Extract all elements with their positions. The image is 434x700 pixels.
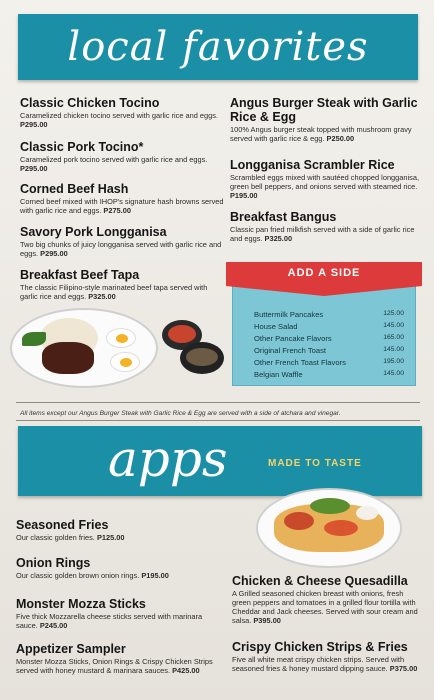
- item-price: P125.00: [96, 533, 125, 542]
- item-description: 100% Angus burger steak topped with mushroom gravy served with garlic rice & egg. P250.00: [230, 125, 412, 143]
- menu-item: [16, 556, 226, 580]
- item-description: Our classic golden fries. P125.00: [16, 533, 125, 542]
- side-price: 165.00: [383, 334, 404, 341]
- add-a-side-header: [226, 262, 422, 292]
- item-name: Monster Mozza Sticks: [16, 597, 146, 611]
- item-price: P195.00: [230, 191, 258, 200]
- side-item: Other Pancake Flavors 165.00: [254, 334, 404, 343]
- menu-item: [232, 574, 420, 625]
- item-price: P375.00: [389, 664, 418, 673]
- vinegar-bowl: [180, 342, 224, 374]
- item-name: Savory Pork Longganisa: [20, 225, 167, 239]
- item-description: Our classic golden brown onion rings. P195.00: [16, 571, 169, 580]
- item-name: Appetizer Sampler: [16, 642, 126, 656]
- menu-item: [230, 158, 420, 200]
- item-description: Five thick Mozzarella cheese sticks served with marinara sauce. P245.00: [16, 612, 203, 630]
- item-name: Crispy Chicken Strips & Fries: [232, 640, 408, 654]
- item-price: P425.00: [172, 666, 200, 675]
- menu-item: [230, 210, 420, 243]
- item-description: Scrambled eggs mixed with sautéed chopped longganisa, green bell peppers, and onions served with steamed rice. P195.00: [230, 173, 419, 200]
- item-name: Longganisa Scrambler Rice: [230, 158, 395, 172]
- side-price: 125.00: [383, 310, 404, 317]
- menu-item: [230, 96, 420, 143]
- item-description: Corned beef mixed with IHOP's signature hash browns served with garlic rice and eggs. P275.00: [20, 197, 224, 215]
- egg: [110, 352, 140, 372]
- item-name: Corned Beef Hash: [20, 182, 129, 196]
- side-item: Original French Toast 145.00: [254, 346, 404, 355]
- apps-banner: [18, 426, 422, 496]
- egg: [106, 328, 136, 348]
- item-description: Classic pan fried milkfish served with a side of garlic rice and eggs. P325.00: [230, 225, 415, 243]
- item-name: Angus Burger Steak with Garlic Rice & Egg: [230, 96, 418, 124]
- side-item: Other French Toast Flavors 195.00: [254, 358, 404, 367]
- item-name: Onion Rings: [16, 556, 91, 570]
- quesadilla-plate-image: [256, 488, 402, 568]
- menu-item: [16, 642, 216, 675]
- menu-item: [16, 597, 216, 630]
- item-description: Five all white meat crispy chicken strips. Served with seasoned fries & honey mustard dipping sauce. P375.00: [232, 655, 418, 673]
- add-a-side-title: ADD A SIDE: [287, 267, 361, 279]
- item-description: Monster Mozza Sticks, Onion Rings & Crispy Chicken Strips served with honey mustard & marinara sauces. P425.00: [16, 657, 213, 675]
- section-title: apps: [108, 430, 228, 488]
- item-price: P325.00: [264, 234, 293, 243]
- menu-item: [16, 518, 226, 542]
- menu-item: [20, 182, 226, 215]
- item-price: P295.00: [20, 164, 48, 173]
- item-description: Caramelized chicken tocino served with garlic rice and eggs. P295.00: [20, 111, 218, 129]
- item-description: Caramelized pork tocino served with garlic rice and eggs. P295.00: [20, 155, 208, 173]
- item-price: P295.00: [20, 120, 48, 129]
- item-name: Breakfast Bangus: [230, 210, 337, 224]
- tapa-plate-image: [10, 308, 158, 388]
- item-price: P275.00: [103, 206, 131, 215]
- item-price: P250.00: [326, 134, 355, 143]
- garnish: [22, 332, 46, 346]
- local-favorites-banner: [18, 14, 418, 80]
- side-item: Belgian Waffle 145.00: [254, 370, 404, 379]
- item-description: Two big chunks of juicy longganisa served with garlic rice and eggs. P295.00: [20, 240, 222, 258]
- menu-item: [232, 640, 420, 673]
- tagline: MADE TO TASTE: [268, 458, 362, 469]
- menu-item: [20, 140, 226, 173]
- item-price: P245.00: [39, 621, 68, 630]
- item-name: Breakfast Beef Tapa: [20, 268, 140, 282]
- footnote: All items except our Angus Burger Steak with Garlic Rice & Egg are served with a side of atchara and vinegar.: [20, 410, 341, 417]
- side-price: 145.00: [383, 322, 404, 329]
- item-description: A Grilled seasoned chicken breast with onions, fresh green peppers and tomatoes in a grilled flour tortilla with Cheddar and Jack cheeses. Served with sour cream and salsa. P395.00: [232, 589, 418, 625]
- item-name: Classic Chicken Tocino: [20, 96, 160, 110]
- divider: [16, 402, 420, 403]
- item-description: The classic Filipino-style marinated beef tapa served with garlic rice and eggs. P325.00: [20, 283, 208, 301]
- item-price: P395.00: [253, 616, 281, 625]
- menu-item: [20, 268, 220, 301]
- side-item: Buttermilk Pancakes 125.00: [254, 310, 404, 319]
- menu-item: [20, 96, 226, 129]
- menu-item: [20, 225, 226, 258]
- item-name: Classic Pork Tocino*: [20, 140, 144, 154]
- side-price: 145.00: [383, 346, 404, 353]
- side-item: House Salad 145.00: [254, 322, 404, 331]
- item-price: P295.00: [40, 249, 68, 258]
- item-price: P325.00: [88, 292, 116, 301]
- side-price: 145.00: [383, 370, 404, 377]
- beef-tapa: [42, 342, 94, 374]
- item-name: Seasoned Fries: [16, 518, 109, 532]
- side-price: 195.00: [383, 358, 404, 365]
- item-price: P195.00: [141, 571, 169, 580]
- item-name: Chicken & Cheese Quesadilla: [232, 574, 408, 588]
- section-title: local favorites: [67, 24, 369, 70]
- divider: [16, 420, 420, 421]
